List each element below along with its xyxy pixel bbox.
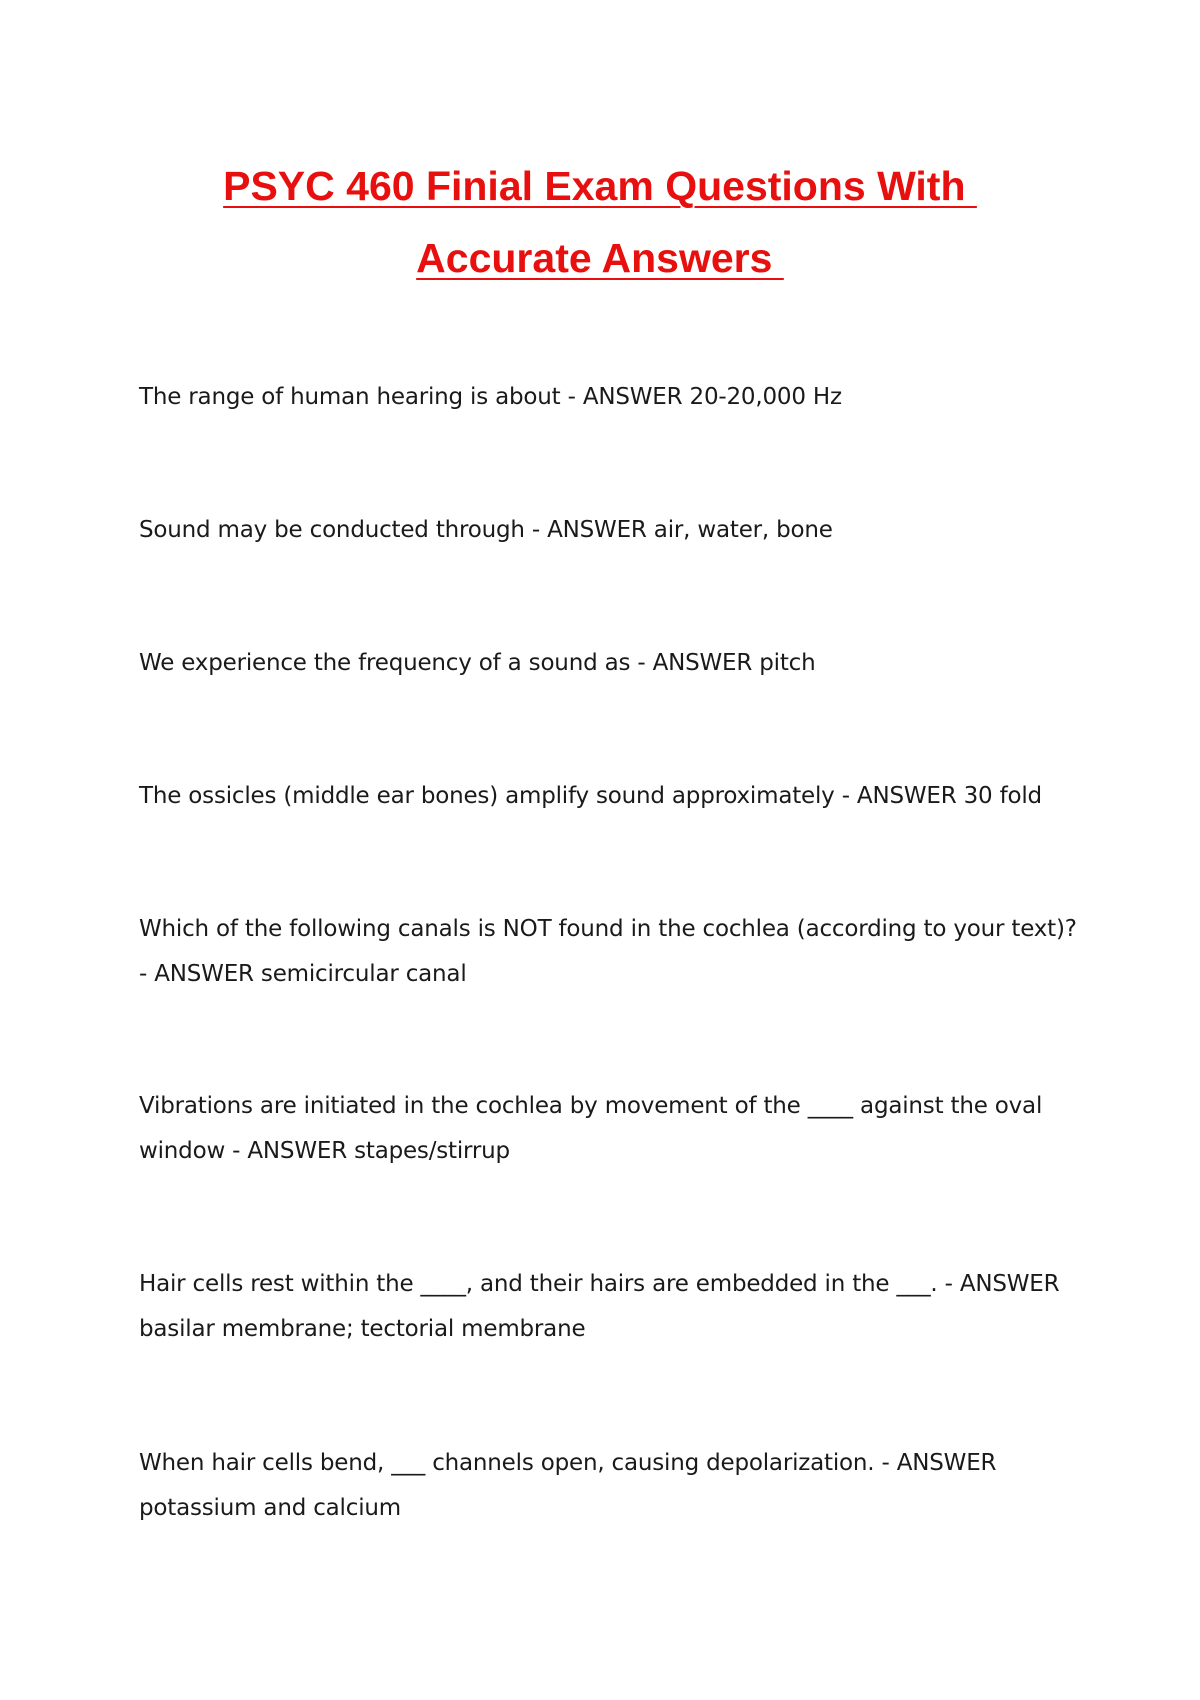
document-title bbox=[0, 150, 1200, 294]
qa-item-4: The ossicles (middle ear bones) amplify sound approximately - ANSWER 30 fold bbox=[139, 783, 1042, 809]
qa-item-2: Sound may be conducted through - ANSWER air, water, bone bbox=[139, 517, 833, 543]
qa-item-5: Which of the following canals is NOT found in the cochlea (according to your text)? - ANSWER semicircular canal bbox=[139, 916, 1077, 987]
qa-item-1: The range of human hearing is about - ANSWER 20-20,000 Hz bbox=[139, 384, 842, 410]
qa-item-8: When hair cells bend, ___ channels open, causing depolarization. - ANSWER potassium and calcium bbox=[139, 1450, 997, 1521]
title-line-2: Accurate Answers bbox=[416, 235, 784, 281]
qa-item-3: We experience the frequency of a sound as - ANSWER pitch bbox=[139, 650, 816, 676]
title-line-1: PSYC 460 Finial Exam Questions With bbox=[223, 163, 977, 209]
qa-item-6: Vibrations are initiated in the cochlea by movement of the ____ against the oval window - ANSWER stapes/stirrup bbox=[139, 1093, 1043, 1164]
qa-item-7: Hair cells rest within the ____, and their hairs are embedded in the ___. - ANSWER basilar membrane; tectorial membrane bbox=[139, 1271, 1060, 1342]
